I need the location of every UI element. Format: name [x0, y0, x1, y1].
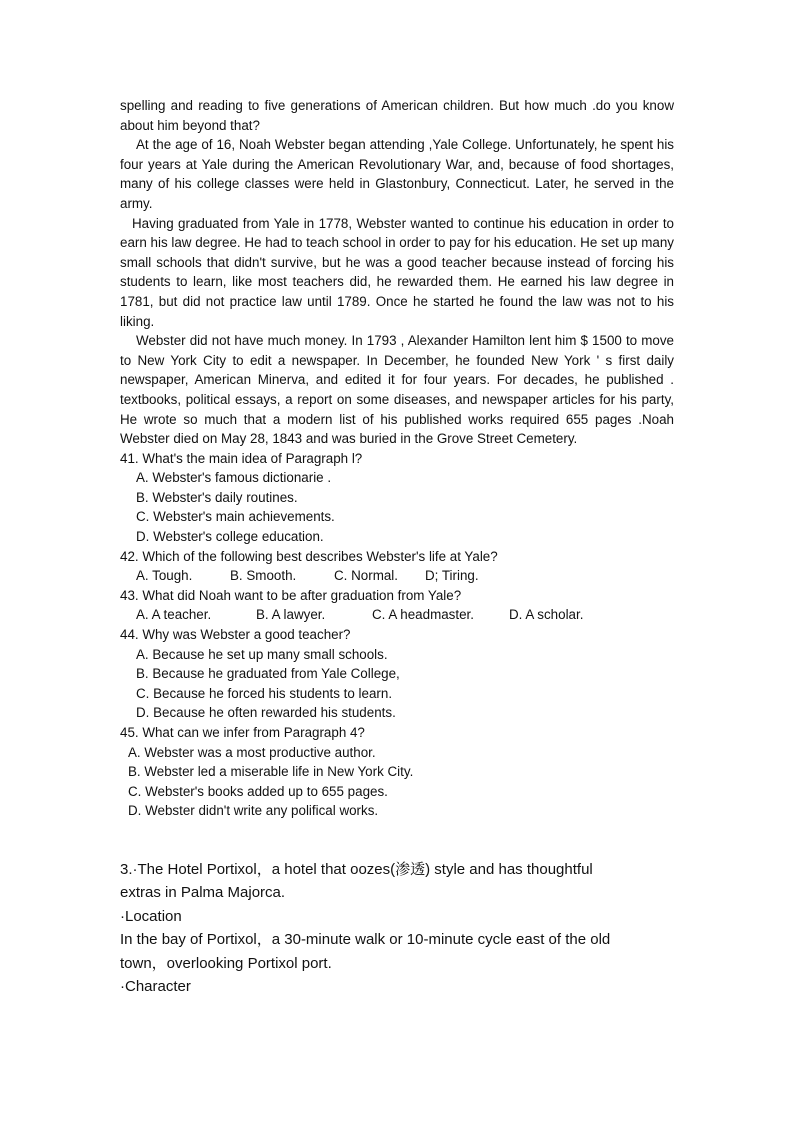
option-b: B. Because he graduated from Yale College,: [136, 666, 400, 682]
option-d: D. Webster's college education.: [136, 529, 324, 545]
paragraph-1: spelling and reading to five generations of American children. But how much .do you know about him beyond that?: [120, 98, 674, 133]
paragraph-3: Having graduated from Yale in 1778, Webster wanted to continue his education in order to earn his law degree. He had to teach school in order to pay for his education. He set up many small schools that didn't survive, but he was a good teacher because instead of forcing his students to learn, like most teachers did, he rewarded them. He earned his law degree in 1781, but did not practice law until 1789. Once he started he found the law was not to his liking.: [120, 215, 674, 329]
options-row: [120, 605, 674, 625]
option-a: A. Because he set up many small schools.: [136, 646, 388, 662]
section-3-hotel-portixol: [120, 858, 680, 998]
option-c: C. Normal.: [334, 568, 398, 584]
option-d: D; Tiring.: [425, 568, 479, 584]
paragraph-2: At the age of 16, Noah Webster began attending ,Yale College. Unfortunately, he spent his four years at Yale during the American Revolutionary War, and, because of food shortages, many of his college classes were held in Glastonbury, Connecticut. Later, he served in the army.: [120, 137, 674, 211]
option-a: A. A teacher.: [136, 607, 212, 623]
question-41: [120, 449, 674, 547]
option-c: C. Webster's books added up to 655 pages.: [128, 783, 388, 799]
question-stem: 42. Which of the following best describes Webster's life at Yale?: [120, 548, 498, 564]
option-c: C. A headmaster.: [372, 607, 474, 623]
section-title-line-2: extras in Palma Majorca.: [120, 884, 286, 902]
question-stem: 41. What's the main idea of Paragraph l?: [120, 450, 363, 466]
reading-passage: [120, 96, 674, 821]
options-row: [120, 566, 674, 586]
paragraph-4: Webster did not have much money. In 1793 , Alexander Hamilton lent him $ 1500 to move to New York City to edit a newspaper. In December, he founded New York ' s first daily newspaper, American Minerva, and edited it for four years. For decades, he published . textbooks, political essays, a report on some diseases, and newspaper articles for his party, He wrote so much that a modern list of his published works required 655 pages .Noah Webster died on May 28, 1843 and was buried in the Grove Street Cemetery.: [120, 333, 674, 447]
character-heading: ·Character: [120, 978, 191, 996]
section-title-line-1: 3.·The Hotel Portixol，a hotel that oozes(渗透) style and has thoughtful: [120, 861, 593, 878]
option-d: D. Because he often rewarded his students.: [136, 705, 396, 721]
location-heading: ·Location: [120, 907, 182, 925]
option-d: D. A scholar.: [509, 607, 584, 623]
option-b: B. Webster's daily routines.: [136, 489, 298, 505]
question-42: [120, 547, 674, 586]
question-stem: 44. Why was Webster a good teacher?: [120, 627, 351, 643]
option-b: B. Smooth.: [230, 568, 297, 584]
option-a: A. Webster's famous dictionarie .: [136, 470, 332, 486]
option-a: A. Webster was a most productive author.: [128, 744, 376, 760]
option-c: C. Because he forced his students to learn.: [136, 685, 393, 701]
option-a: A. Tough.: [136, 568, 193, 584]
location-text-line-2: town，overlooking Portixol port.: [120, 954, 332, 972]
option-d: D. Webster didn't write any polifical works.: [128, 803, 379, 819]
question-stem: 43. What did Noah want to be after graduation from Yale?: [120, 587, 462, 603]
question-stem: 45. What can we infer from Paragraph 4?: [120, 725, 365, 740]
question-45: [120, 723, 674, 821]
question-44: [120, 625, 674, 723]
option-b: B. Webster led a miserable life in New York City.: [128, 764, 414, 780]
option-b: B. A lawyer.: [256, 607, 326, 623]
question-43: [120, 586, 674, 625]
option-c: C. Webster's main achievements.: [136, 509, 335, 525]
location-text-line-1: In the bay of Portixol，a 30-minute walk or 10-minute cycle east of the old: [120, 931, 611, 949]
